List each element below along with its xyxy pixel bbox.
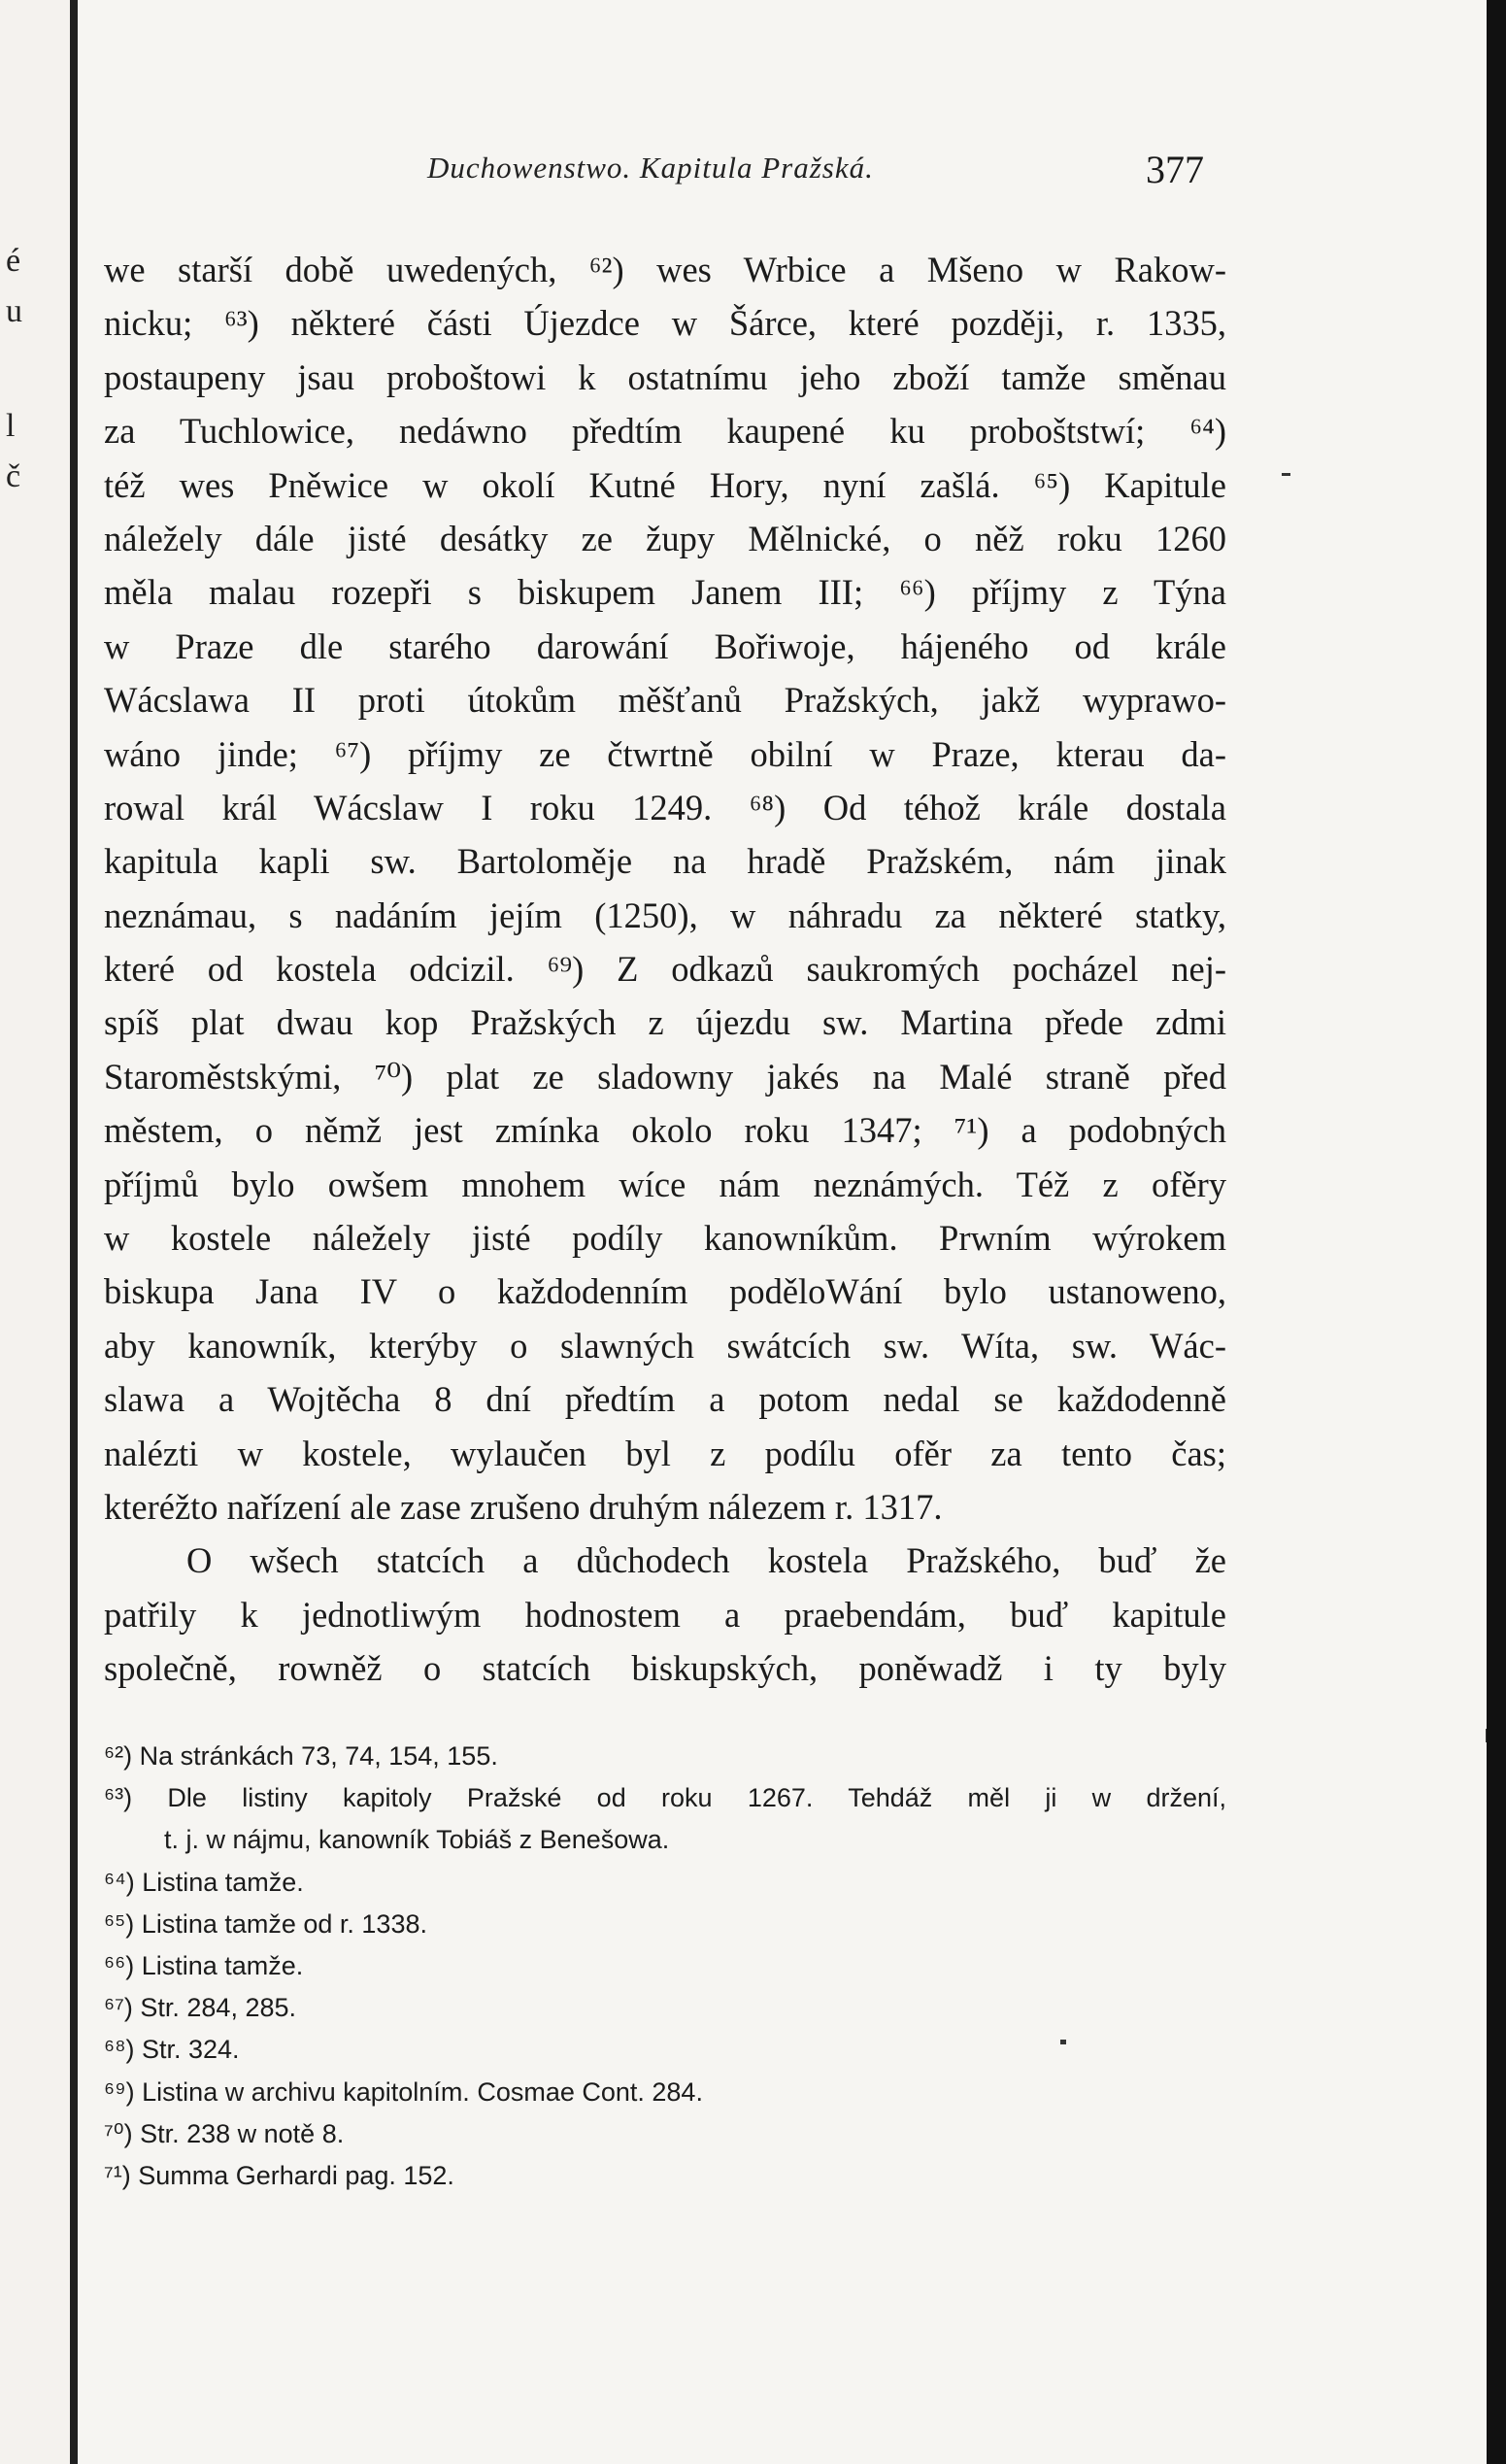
book-page bbox=[78, 0, 1487, 2464]
body-text bbox=[104, 243, 1226, 1696]
margin-fragment: é bbox=[6, 243, 21, 279]
text-line: patřily k jednotliwým hodnostem a praebendám, buď kapitule bbox=[104, 1594, 1226, 1635]
footnote: ⁷¹) Summa Gerhardi pag. 152. bbox=[104, 2160, 454, 2190]
footnotes bbox=[104, 1736, 1226, 2197]
text-line: w Praze dle starého darowání Bořiwoje, hájeného od krále bbox=[104, 625, 1226, 666]
text-line: Staroměstskými, ⁷⁰) plat ze sladowny jakés na Malé straně před bbox=[104, 1056, 1226, 1097]
text-line: městem, o němž jest zmínka okolo roku 1347; ⁷¹) a podobných bbox=[104, 1110, 1226, 1151]
text-line: wáno jinde; ⁶⁷) příjmy ze čtwrtně obilní w Praze, kterau da- bbox=[104, 733, 1226, 774]
text-line: aby kanowník, kterýby o slawných swátcích sw. Wíta, sw. Wác- bbox=[104, 1325, 1226, 1366]
footnote: ⁶³) Dle listiny kapitoly Pražské od roku 1267. Tehdáž měl ji w držení, bbox=[104, 1783, 1226, 1813]
text-line: postaupeny jsau proboštowi k ostatnímu jeho zboží tamže směnau bbox=[104, 356, 1226, 397]
footnote: ⁶⁶) Listina tamže. bbox=[104, 1950, 304, 1980]
adjacent-page-margin bbox=[0, 0, 70, 2464]
footnote: ⁶⁴) Listina tamže. bbox=[104, 1867, 304, 1897]
running-title: Duchowenstwo. Kapitula Pražská. bbox=[427, 151, 874, 185]
text-line: kteréžto nařízení ale zase zrušeno druhým nálezem r. 1317. bbox=[104, 1486, 943, 1527]
footnote-continuation: t. j. w nájmu, kanowník Tobiáš z Benešowa. bbox=[164, 1825, 670, 1855]
margin-fragment: u bbox=[6, 293, 22, 329]
margin-fragment: l bbox=[6, 408, 16, 444]
footnote: ⁷⁰) Str. 238 w notě 8. bbox=[104, 2118, 345, 2148]
print-speck bbox=[1282, 473, 1290, 476]
text-line: nalézti w kostele, wylaučen byl z podílu ofěr za tento čas; bbox=[104, 1433, 1226, 1473]
print-speck bbox=[1060, 2040, 1066, 2044]
scan-border bbox=[1487, 0, 1506, 2464]
text-line: spíš plat dwau kop Pražských z újezdu sw. Martina přede zdmi bbox=[104, 1002, 1226, 1043]
margin-fragment: č bbox=[6, 458, 21, 494]
text-line: náležely dále jisté desátky ze župy Mělnické, o něž roku 1260 bbox=[104, 518, 1226, 558]
text-line: we starší době uwedených, ⁶²) wes Wrbice a Mšeno w Rakow- bbox=[104, 250, 1226, 289]
text-line: za Tuchlowice, nedáwno předtím kaupené ku proboštstwí; ⁶⁴) bbox=[104, 411, 1226, 452]
footnote: ⁶⁸) Str. 324. bbox=[104, 2035, 240, 2065]
footnote: ⁶⁹) Listina w archivu kapitolním. Cosmae Cont. 284. bbox=[104, 2076, 703, 2107]
text-line: společně, rowněž o statcích biskupských, poněwadž i ty byly bbox=[104, 1648, 1226, 1689]
paragraph-start-line: O wšech statcích a důchodech kostela Pražského, buď že bbox=[186, 1540, 1226, 1581]
text-line: které od kostela odcizil. ⁶⁹) Z odkazů saukromých pocházel nej- bbox=[104, 949, 1226, 990]
footnote: ⁶⁷) Str. 284, 285. bbox=[104, 1993, 296, 2023]
text-line: Wácslawa II proti útokům měšťanů Pražských, jakž wyprawo- bbox=[104, 680, 1226, 721]
book-gutter bbox=[70, 0, 78, 2464]
text-line: rowal král Wácslaw I roku 1249. ⁶⁸) Od téhož krále dostala bbox=[104, 787, 1226, 827]
text-line: příjmů bylo owšem mnohem wíce nám neznámých. Též z ofěry bbox=[104, 1164, 1226, 1204]
text-line: nicku; ⁶³) některé části Újezdce w Šárce, které později, r. 1335, bbox=[104, 303, 1226, 344]
text-line: též wes Pněwice w okolí Kutné Hory, nyní zašlá. ⁶⁵) Kapitule bbox=[104, 464, 1226, 505]
footnote: ⁶²) Na stránkách 73, 74, 154, 155. bbox=[104, 1741, 498, 1771]
page-number: 377 bbox=[1146, 148, 1204, 191]
text-line: biskupa Jana IV o každodenním poděloWání bylo ustanoweno, bbox=[104, 1271, 1226, 1312]
text-line: slawa a Wojtěcha 8 dní předtím a potom nedal se každodenně bbox=[104, 1379, 1226, 1420]
text-line: měla malau rozepři s biskupem Janem III; ⁶⁶) příjmy z Týna bbox=[104, 572, 1226, 613]
text-line: kapitula kapli sw. Bartoloměje na hradě Pražském, nám jinak bbox=[104, 841, 1226, 882]
text-line: neznámau, s nadáním jejím (1250), w náhradu za některé statky, bbox=[104, 894, 1226, 935]
page-header bbox=[78, 148, 1487, 199]
footnote: ⁶⁵) Listina tamže od r. 1338. bbox=[104, 1908, 427, 1939]
text-line: w kostele náležely jisté podíly kanowníkům. Prwním wýrokem bbox=[104, 1218, 1226, 1259]
